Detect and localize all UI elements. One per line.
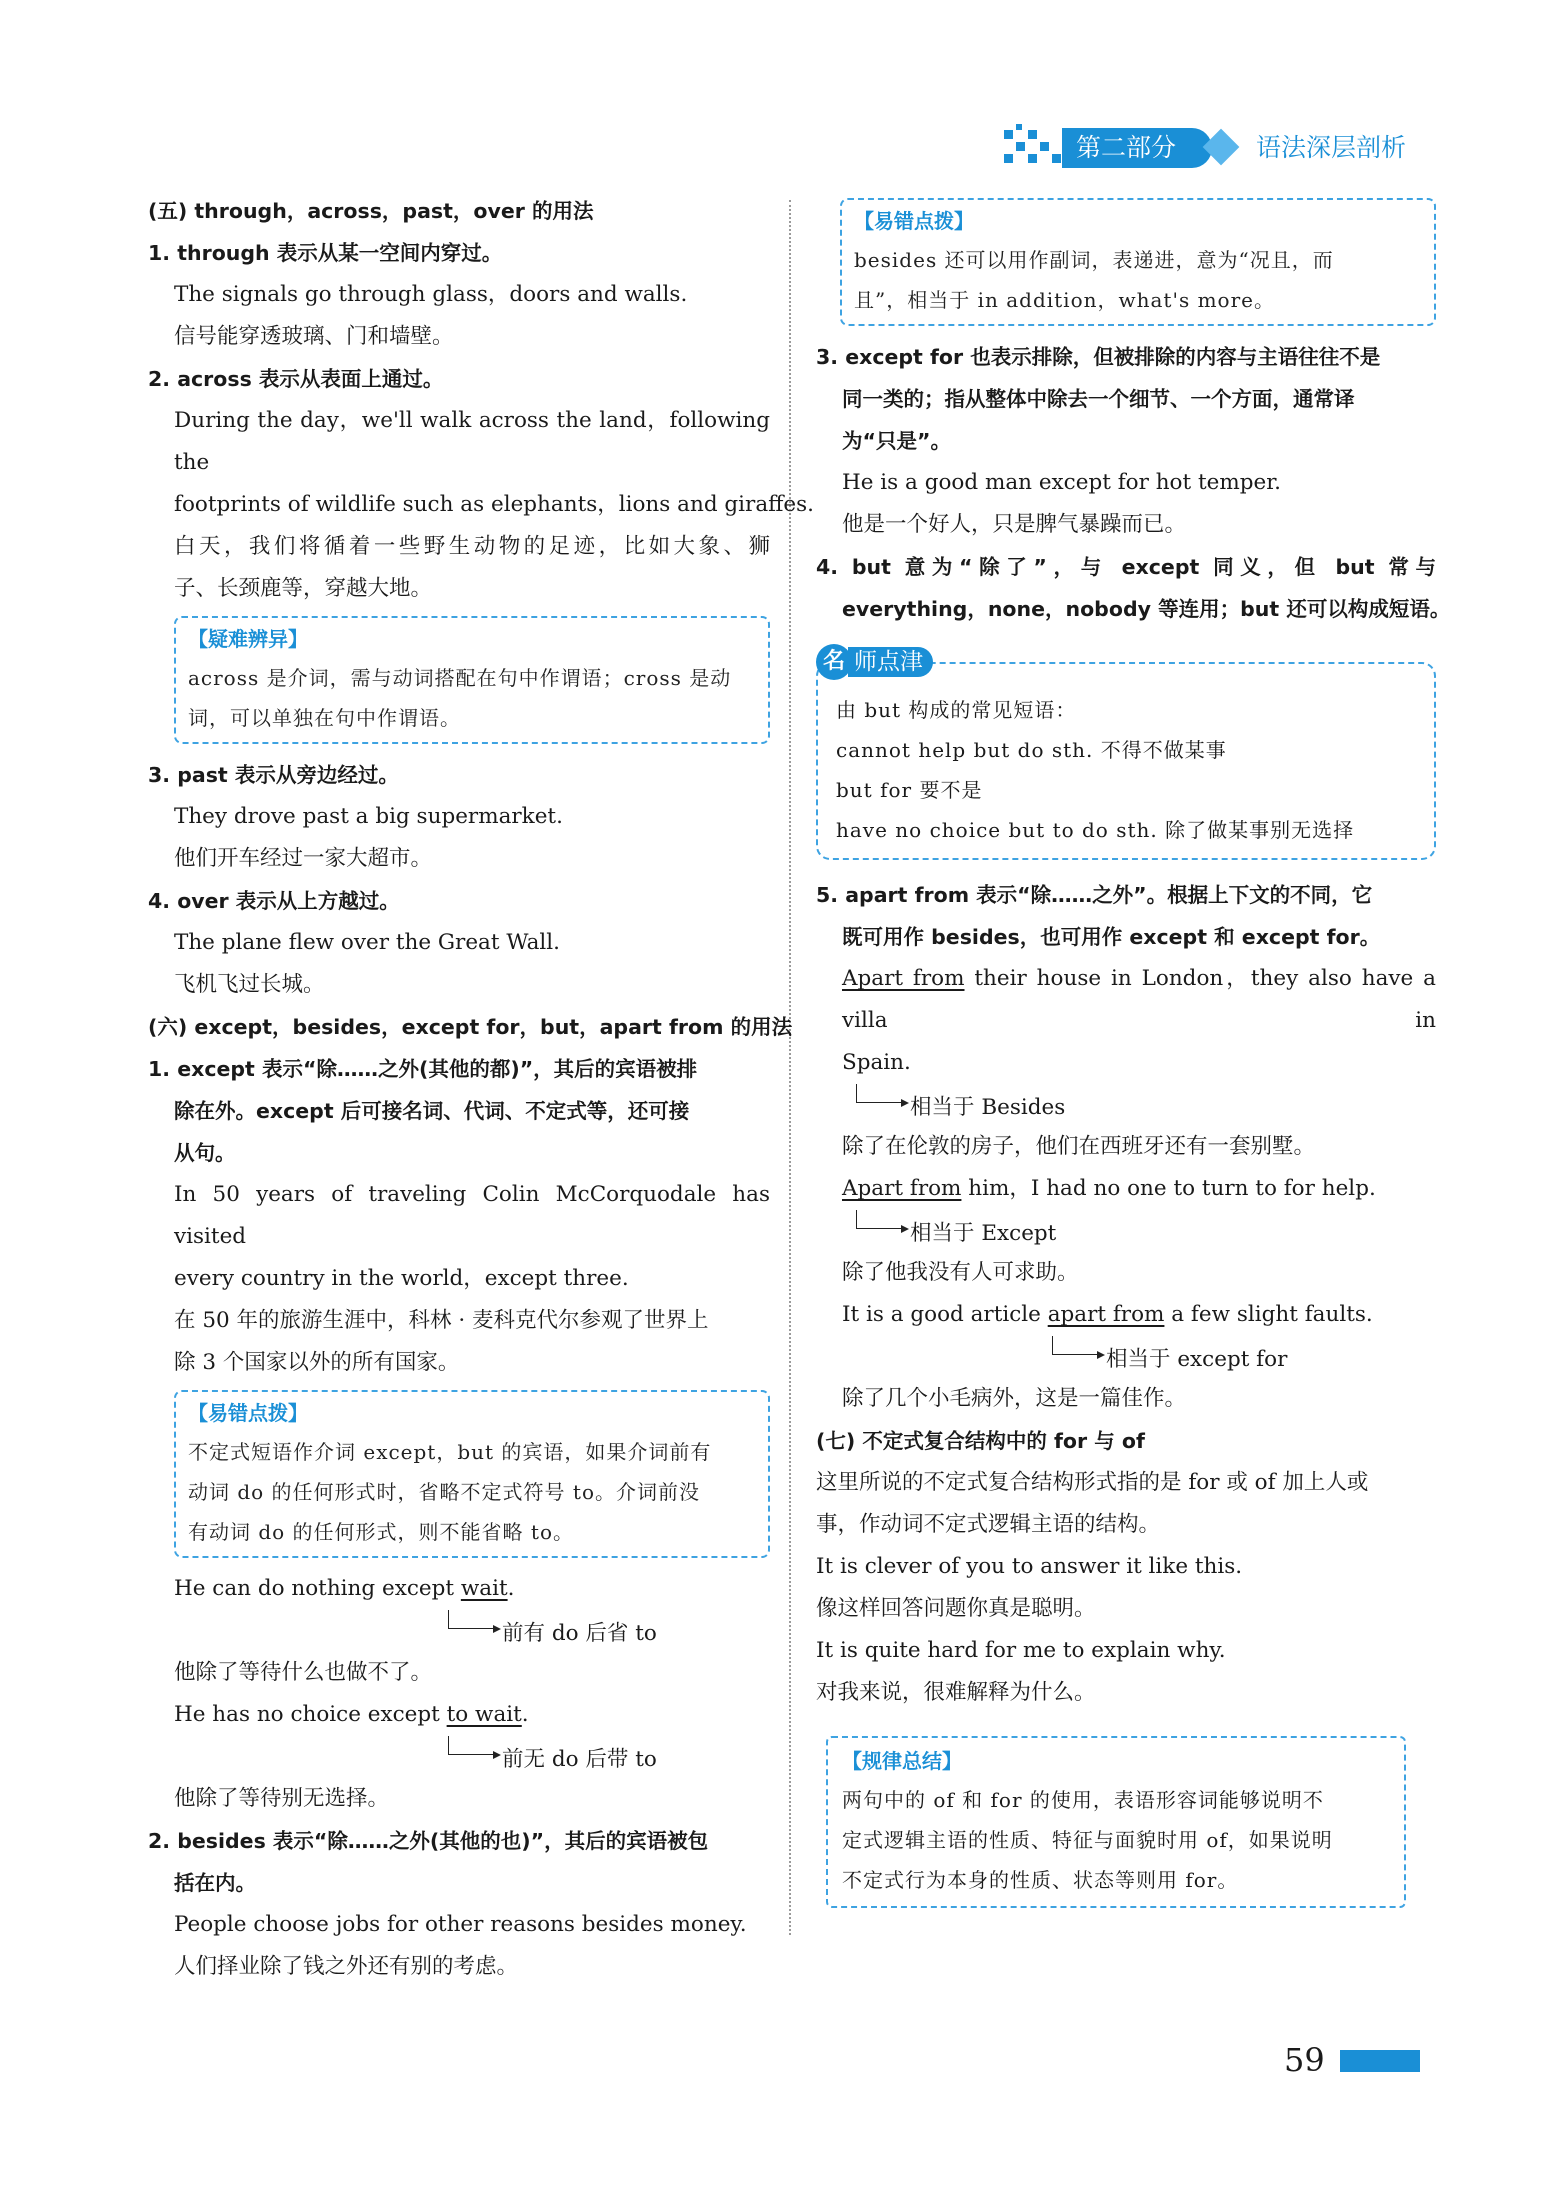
difficult-note-box: [174, 616, 770, 744]
example-zh: 他是一个好人，只是脾气暴躁而已。: [842, 512, 1187, 537]
underlined-word: to wait: [446, 1702, 522, 1727]
example-en: footprints of wildlife such as elephants，lions and giraffes.: [174, 492, 815, 517]
apart-from-heading: 5. apart from 表示“除……之外”。根据上下文的不同，它: [816, 883, 1373, 907]
example-zh: 子、长颈鹿等，穿越大地。: [174, 576, 433, 601]
tip-line: have no choice but to do sth. 除了做某事别无选择: [836, 818, 1355, 842]
arrow-note: 前有 do 后省 to: [502, 1621, 657, 1646]
paragraph-line: 这里所说的不定式复合结构形式指的是 for 或 of 加上人或: [816, 1470, 1369, 1495]
besides-heading: 2. besides 表示“除……之外(其他的也)”，其后的宾语被包: [148, 1829, 709, 1853]
arrow-icon: [856, 1084, 903, 1103]
example-en: They drove past a big supermarket.: [174, 804, 563, 829]
example-zh: 像这样回答问题你真是聪明。: [816, 1596, 1096, 1621]
box-line: 两句中的 of 和 for 的使用，表语形容词能够说明不: [842, 1788, 1324, 1812]
except-heading-cont: 从句。: [174, 1141, 236, 1165]
example-en: The plane flew over the Great Wall.: [174, 930, 560, 955]
badge-label: 师点津: [848, 647, 933, 677]
underlined-word: Apart from: [842, 966, 965, 991]
teacher-tip-box: [816, 662, 1436, 860]
arrow-note: 前无 do 后带 to: [502, 1747, 657, 1772]
across-heading: 2. across 表示从表面上通过。: [148, 367, 444, 391]
section-6-title: (六) except，besides，except for，but，apart from 的用法: [148, 1015, 793, 1039]
apart-from-heading-cont: 既可用作 besides，也可用作 except 和 except for。: [842, 925, 1381, 949]
left-column: [148, 190, 815, 1988]
example-en: He can do nothing except wait.: [174, 1576, 515, 1601]
underlined-word: wait: [460, 1576, 508, 1601]
error-note-box: [174, 1390, 770, 1558]
example-zh: 在 50 年的旅游生涯中，科林 · 麦科克代尔参观了世界上: [174, 1308, 709, 1333]
box-line: 定式逻辑主语的性质、特征与面貌时用 of，如果说明: [842, 1828, 1333, 1852]
arrow-icon: [1052, 1336, 1099, 1355]
arrow-icon: [856, 1210, 903, 1229]
example-en: During the day，we'll walk across the land，following the: [174, 408, 770, 475]
section-title: 语法深层剖析: [1256, 133, 1407, 162]
box-line: besides 还可以用作副词，表递进，意为“况且，而: [854, 248, 1334, 272]
annotation-arrow: [148, 1610, 770, 1652]
arrow-note: 相当于 except for: [1106, 1347, 1288, 1372]
annotation-arrow: [816, 1210, 1436, 1252]
but-heading-cont: everything，none，nobody 等连用；but 还可以构成短语。: [842, 597, 1451, 621]
teacher-tip: [816, 644, 1436, 860]
box-title: 【规律总结】: [842, 1749, 962, 1773]
arrow-icon: [448, 1736, 495, 1755]
example-en: It is a good article apart from a few slight faults.: [842, 1302, 1373, 1327]
arrow-note: 相当于 Besides: [910, 1095, 1066, 1120]
example-en: The signals go through glass，doors and walls.: [174, 282, 688, 307]
besides-heading-cont: 括在内。: [174, 1871, 256, 1895]
example-en: Apart from their house in London，they also have a villa in: [842, 966, 1436, 1033]
example-en: every country in the world，except three.: [174, 1266, 629, 1291]
box-title: 【易错点拨】: [854, 209, 974, 233]
column-divider: [789, 200, 791, 1935]
tip-line: cannot help but do sth. 不得不做某事: [836, 738, 1227, 762]
annotation-arrow: [148, 1736, 770, 1778]
page-number-bar: [1340, 2050, 1420, 2072]
badge-char: 名: [816, 644, 852, 680]
past-heading: 3. past 表示从旁边经过。: [148, 763, 399, 787]
example-zh: 他除了等待什么也做不了。: [174, 1660, 433, 1685]
except-for-heading-cont: 为“只是”。: [842, 429, 951, 453]
example-zh: 白天，我们将循着一些野生动物的足迹，比如大象、狮: [174, 534, 770, 559]
page-number: 59: [1284, 2041, 1325, 2079]
rule-summary-box: [826, 1736, 1406, 1908]
section-5-title: (五) through，across，past，over 的用法: [148, 199, 594, 223]
box-line: 词，可以单独在句中作谓语。: [188, 706, 461, 730]
box-line: 且”，相当于 in addition，what's more。: [854, 288, 1275, 312]
box-title: 【易错点拨】: [188, 1401, 308, 1425]
header-pixel-icon: [1004, 128, 1068, 168]
box-line: across 是介词，需与动词搭配在句中作谓语；cross 是动: [188, 666, 732, 690]
paragraph-line: 事，作动词不定式逻辑主语的结构。: [816, 1512, 1161, 1537]
box-line: 动词 do 的任何形式时，省略不定式符号 to。介词前没: [188, 1480, 700, 1504]
example-zh: 信号能穿透玻璃、门和墙壁。: [174, 324, 454, 349]
right-column: [816, 190, 1451, 1908]
except-for-heading: 3. except for 也表示排除，但被排除的内容与主语往往不是: [816, 345, 1381, 369]
example-zh: 除了他我没有人可求助。: [842, 1260, 1079, 1285]
arrow-icon: [448, 1610, 495, 1629]
example-zh: 他们开车经过一家大超市。: [174, 846, 433, 871]
diamond-icon: [1203, 129, 1240, 166]
example-zh: 除了几个小毛病外，这是一篇佳作。: [842, 1386, 1187, 1411]
section-7-title: (七) 不定式复合结构中的 for 与 of: [816, 1429, 1145, 1453]
except-for-heading-cont: 同一类的；指从整体中除去一个细节、一个方面，通常译: [842, 387, 1355, 411]
example-en: It is clever of you to answer it like this.: [816, 1554, 1243, 1579]
example-zh: 飞机飞过长城。: [174, 972, 325, 997]
box-line: 不定式行为本身的性质、状态等则用 for。: [842, 1868, 1239, 1892]
example-en: In 50 years of traveling Colin McCorquodale has visited: [174, 1182, 770, 1249]
box-title: 【疑难辨异】: [188, 627, 308, 651]
annotation-arrow: [816, 1084, 1436, 1126]
example-en: It is quite hard for me to explain why.: [816, 1638, 1226, 1663]
error-note-box: [840, 198, 1436, 326]
example-en: He has no choice except to wait.: [174, 1702, 529, 1727]
underlined-word: Apart from: [842, 1176, 962, 1201]
box-line: 有动词 do 的任何形式，则不能省略 to。: [188, 1520, 574, 1544]
example-en: People choose jobs for other reasons besides money.: [174, 1912, 747, 1937]
example-en: Apart from him，I had no one to turn to for help.: [842, 1176, 1376, 1201]
example-en: Spain.: [842, 1050, 911, 1075]
example-en: He is a good man except for hot temper.: [842, 470, 1281, 495]
part-label: 第二部分: [1062, 128, 1212, 168]
underlined-word: apart from: [1047, 1302, 1165, 1327]
tip-line: 由 but 构成的常见短语：: [836, 698, 1077, 722]
tip-line: but for 要不是: [836, 778, 983, 802]
teacher-tip-badge: [816, 644, 933, 680]
except-heading-cont: 除在外。except 后可接名词、代词、不定式等，还可接: [174, 1099, 690, 1123]
example-zh: 对我来说，很难解释为什么。: [816, 1680, 1096, 1705]
example-zh: 他除了等待别无选择。: [174, 1786, 390, 1811]
but-heading: 4. but 意为“除了”，与 except 同义，但 but 常与: [816, 555, 1436, 579]
over-heading: 4. over 表示从上方越过。: [148, 889, 400, 913]
arrow-note: 相当于 Except: [910, 1221, 1057, 1246]
example-zh: 除了在伦敦的房子，他们在西班牙还有一套别墅。: [842, 1134, 1316, 1159]
through-heading: 1. through 表示从某一空间内穿过。: [148, 241, 503, 265]
except-heading: 1. except 表示“除……之外(其他的都)”，其后的宾语被排: [148, 1057, 698, 1081]
box-line: 不定式短语作介词 except，but 的宾语，如果介词前有: [188, 1440, 712, 1464]
example-zh: 人们择业除了钱之外还有别的考虑。: [174, 1954, 519, 1979]
example-zh: 除 3 个国家以外的所有国家。: [174, 1350, 460, 1375]
annotation-arrow: [816, 1336, 1436, 1378]
